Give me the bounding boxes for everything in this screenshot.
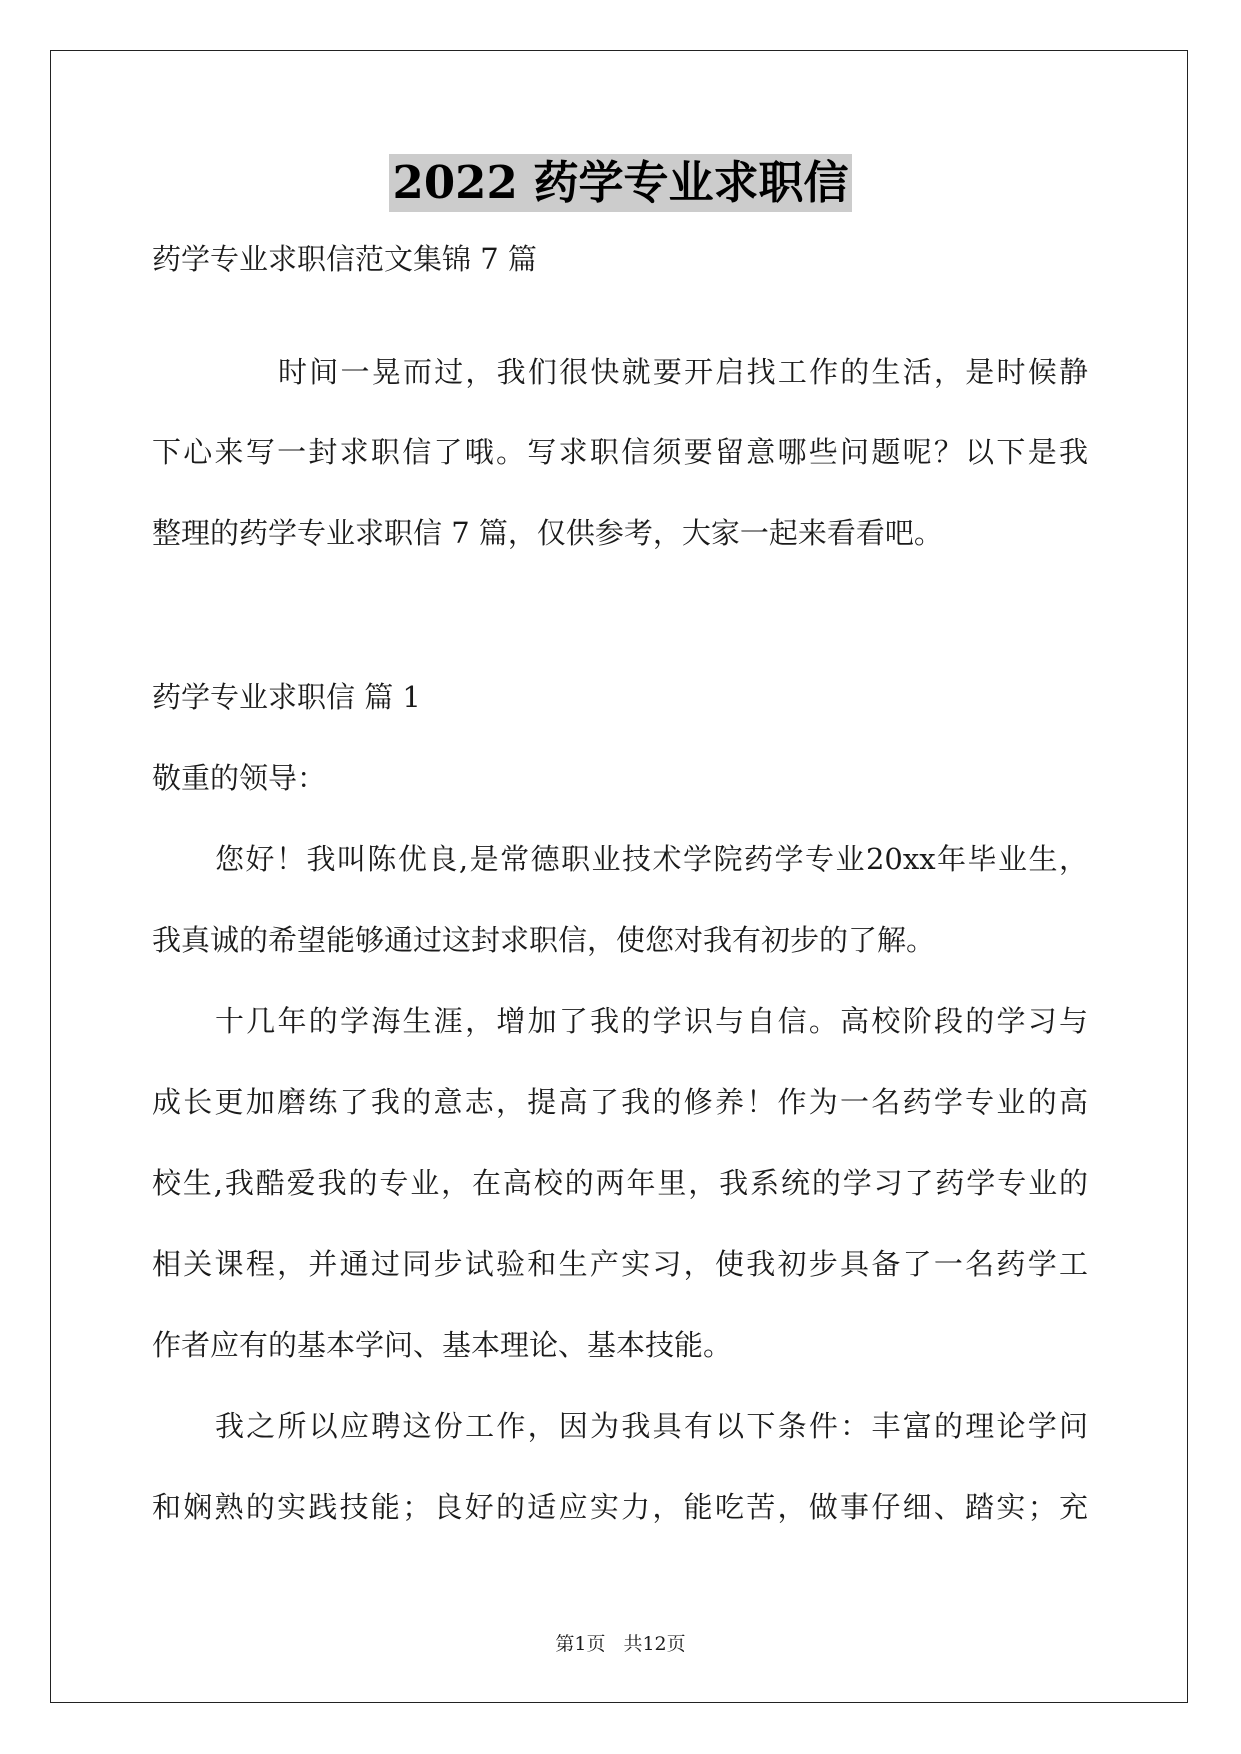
paragraph-line: 十几年的学海生涯，增加了我的学识与自信。高校阶段的学习与 (215, 1004, 1088, 1038)
subtitle: 药学专业求职信范文集锦 7 篇 (152, 242, 537, 276)
paragraph-line: 下心来写一封求职信了哦。写求职信须要留意哪些问题呢？以下是我 (152, 435, 1088, 469)
page-total: 共12页 (623, 1633, 686, 1655)
paragraph-line: 作者应有的基本学问、基本理论、基本技能。 (152, 1328, 733, 1362)
paragraph-line: 整理的药学专业求职信 7 篇，仅供参考，大家一起来看看吧。 (152, 516, 943, 550)
paragraph-line: 校生,我酷爱我的专业，在高校的两年里，我系统的学习了药学专业的 (152, 1166, 1088, 1200)
section-heading: 药学专业求职信 篇 1 (152, 680, 421, 714)
title-container (0, 154, 1241, 212)
paragraph-line: 时间一晃而过，我们很快就要开启找工作的生活，是时候静 (278, 355, 1088, 389)
paragraph-line: 我之所以应聘这份工作，因为我具有以下条件：丰富的理论学问 (215, 1409, 1088, 1443)
paragraph-line: 成长更加磨练了我的意志，提高了我的修养！作为一名药学专业的高 (152, 1085, 1088, 1119)
paragraph-line: 您好！我叫陈优良,是常德职业技术学院药学专业20xx年毕业生， (215, 842, 1088, 876)
page-footer (0, 1630, 1241, 1658)
document-title: 2022 药学专业求职信 (389, 154, 853, 212)
paragraph-line: 和娴熟的实践技能；良好的适应实力，能吃苦，做事仔细、踏实；充 (152, 1490, 1088, 1524)
page-number: 第1页 (555, 1633, 606, 1655)
salutation: 敬重的领导： (152, 761, 327, 795)
paragraph-line: 相关课程，并通过同步试验和生产实习，使我初步具备了一名药学工 (152, 1247, 1088, 1281)
paragraph-line: 我真诚的希望能够通过这封求职信，使您对我有初步的了解。 (152, 923, 936, 957)
